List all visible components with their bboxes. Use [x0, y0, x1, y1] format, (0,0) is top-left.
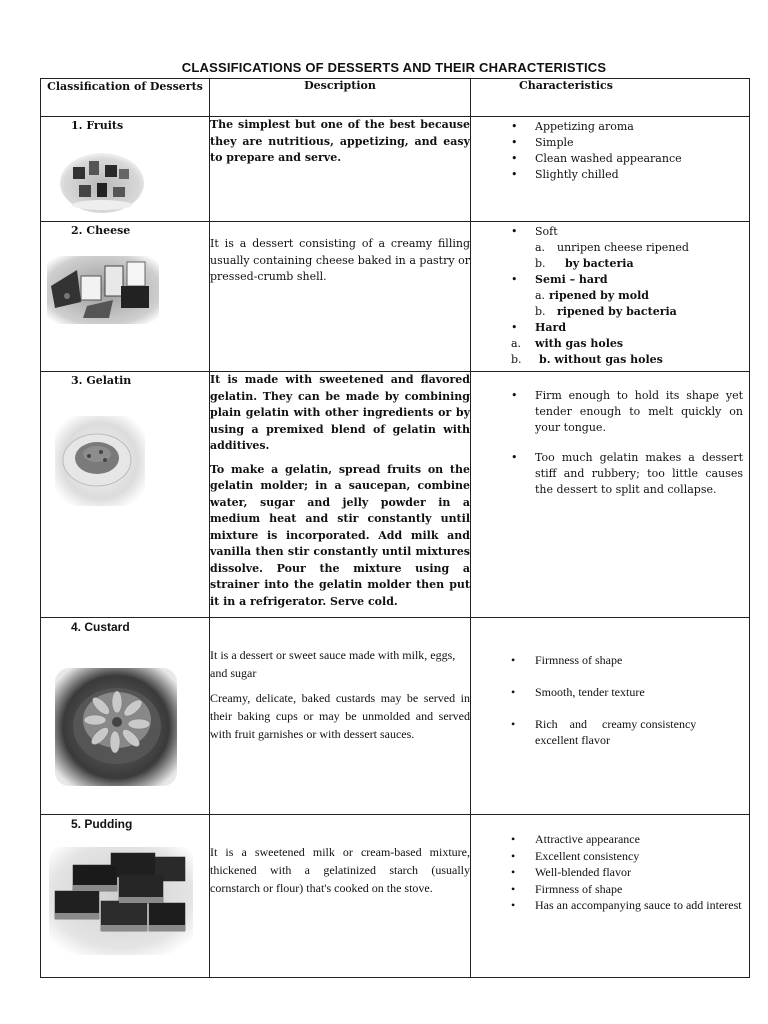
table-row	[41, 618, 750, 815]
list-item: • Too much gelatin makes a dessert stiff and rubbery; too little causes the dessert to split and collapse.	[535, 450, 743, 498]
sub-text: ripened by mold	[549, 289, 649, 302]
sub-label: a.	[535, 289, 546, 302]
hard-sublist	[471, 336, 749, 368]
table-row	[41, 117, 750, 222]
list-item	[535, 224, 749, 240]
characteristics-list	[471, 388, 743, 498]
description-text: Creamy, delicate, baked custards may be served in their baking cups or may be unmolded and served with fruit garnishes or with dessert sauces.	[210, 691, 470, 741]
char-semi-hard: Semi – hard	[535, 273, 608, 286]
sub-item	[535, 304, 749, 320]
sub-text: b. without gas holes	[539, 353, 663, 366]
semi-sublist	[471, 288, 749, 320]
characteristics-list	[471, 652, 749, 748]
list-item: • Excellent consistency	[535, 848, 749, 865]
list-item: • Well-blended flavor	[535, 864, 749, 881]
sub-label: b.	[535, 305, 546, 318]
table-row	[41, 372, 750, 618]
header-classification: Classification of Desserts	[41, 79, 210, 117]
classification-cell	[41, 222, 210, 372]
description-text: It is made with sweetened and flavored gelatin. They can be made by combining plain gelatin with other ingredients or by using a premixed blend of gelatin with additives.	[210, 373, 470, 452]
fruits-image	[59, 149, 145, 213]
characteristics-list	[471, 831, 749, 914]
sub-item	[511, 336, 749, 352]
sub-text: by bacteria	[565, 257, 634, 270]
header-characteristics: Characteristics	[471, 79, 750, 117]
classification-cell	[41, 372, 210, 618]
document-title: CLASSIFICATIONS OF DESSERTS AND THEIR CHARACTERISTICS	[181, 60, 607, 75]
table-row	[41, 815, 750, 978]
characteristics-list	[471, 119, 749, 183]
classification-cell	[41, 815, 210, 978]
char-soft: Soft	[535, 225, 558, 238]
list-item: • Firmness of shape	[535, 652, 749, 668]
list-item: • Attractive appearance	[535, 831, 749, 848]
sub-text: ripened by bacteria	[557, 305, 677, 318]
description-cell	[210, 117, 471, 222]
header-row	[41, 79, 750, 117]
list-item: • Simple	[535, 135, 749, 151]
list-item: • Slightly chilled	[535, 167, 749, 183]
classification-cell	[41, 117, 210, 222]
sub-text: with gas holes	[535, 337, 624, 350]
header-description: Description	[210, 79, 471, 117]
list-item: • Rich and creamy consistency excellent flavor	[535, 716, 725, 748]
sub-label: b.	[511, 353, 522, 366]
list-item: • Has an accompanying sauce to add interest	[535, 897, 745, 914]
classification-name: 2. Cheese	[71, 224, 131, 237]
description-cell	[210, 222, 471, 372]
description-cell	[210, 372, 471, 618]
cheese-image	[47, 256, 159, 324]
soft-sublist	[471, 240, 749, 272]
description-text: The simplest but one of the best because they are nutritious, appetizing, and easy to prepare and serve.	[210, 118, 470, 164]
description-text: It is a dessert consisting of a creamy filling usually containing cheese baked in a pastry or pressed-crumb shell.	[210, 237, 470, 283]
sub-label: b.	[535, 257, 546, 270]
characteristics-cell	[471, 117, 750, 222]
description-text: To make a gelatin, spread fruits on the gelatin molder; in a saucepan, combine water, sugar and jelly powder in a medium heat and stir constantly until mixture is incorporated. Add milk and vanilla then stir constantly until mixtures dissolve. Pour the mixture using a strainer into the gelatin molder then put it in a refrigerator. Serve cold.	[210, 462, 470, 608]
classification-name: 3. Gelatin	[71, 374, 132, 387]
char-hard: Hard	[535, 321, 567, 334]
sub-item	[535, 240, 749, 256]
pudding-image	[49, 847, 193, 955]
sub-text: unripen cheese ripened	[557, 241, 689, 254]
list-item: • Clean washed appearance	[535, 151, 749, 167]
description-cell	[210, 618, 471, 815]
table-row	[41, 222, 750, 372]
characteristics-list	[471, 272, 749, 288]
characteristics-cell	[471, 815, 750, 978]
description-cell	[210, 815, 471, 978]
characteristics-list	[471, 320, 749, 336]
sub-item	[535, 256, 749, 272]
classification-name: 5. Pudding	[71, 817, 133, 831]
classification-cell	[41, 618, 210, 815]
characteristics-cell	[471, 222, 750, 372]
description-text: It is a dessert or sweet sauce made with milk, eggs, and sugar	[210, 648, 456, 680]
list-item	[535, 320, 749, 336]
custard-image	[55, 668, 177, 786]
list-item: • Smooth, tender texture	[535, 684, 749, 700]
list-item: • Appetizing aroma	[535, 119, 749, 135]
desserts-table	[40, 78, 750, 978]
gelatin-image	[55, 416, 145, 506]
sub-label: a.	[511, 337, 522, 350]
sub-item	[535, 288, 749, 304]
list-item: • Firmness of shape	[535, 881, 749, 898]
list-item	[535, 272, 749, 288]
classification-name: 1. Fruits	[71, 119, 124, 132]
description-text: It is a sweetened milk or cream-based mixture, thickened with a gelatinized starch (usually cornstarch or flour) that's cooked on the stove.	[210, 845, 470, 895]
characteristics-list	[471, 224, 749, 240]
list-item: • Firm enough to hold its shape yet tender enough to melt quickly on your tongue.	[535, 388, 743, 436]
sub-item	[511, 352, 749, 368]
characteristics-cell	[471, 372, 750, 618]
characteristics-cell	[471, 618, 750, 815]
sub-label: a.	[535, 241, 546, 254]
classification-name: 4. Custard	[71, 620, 130, 634]
